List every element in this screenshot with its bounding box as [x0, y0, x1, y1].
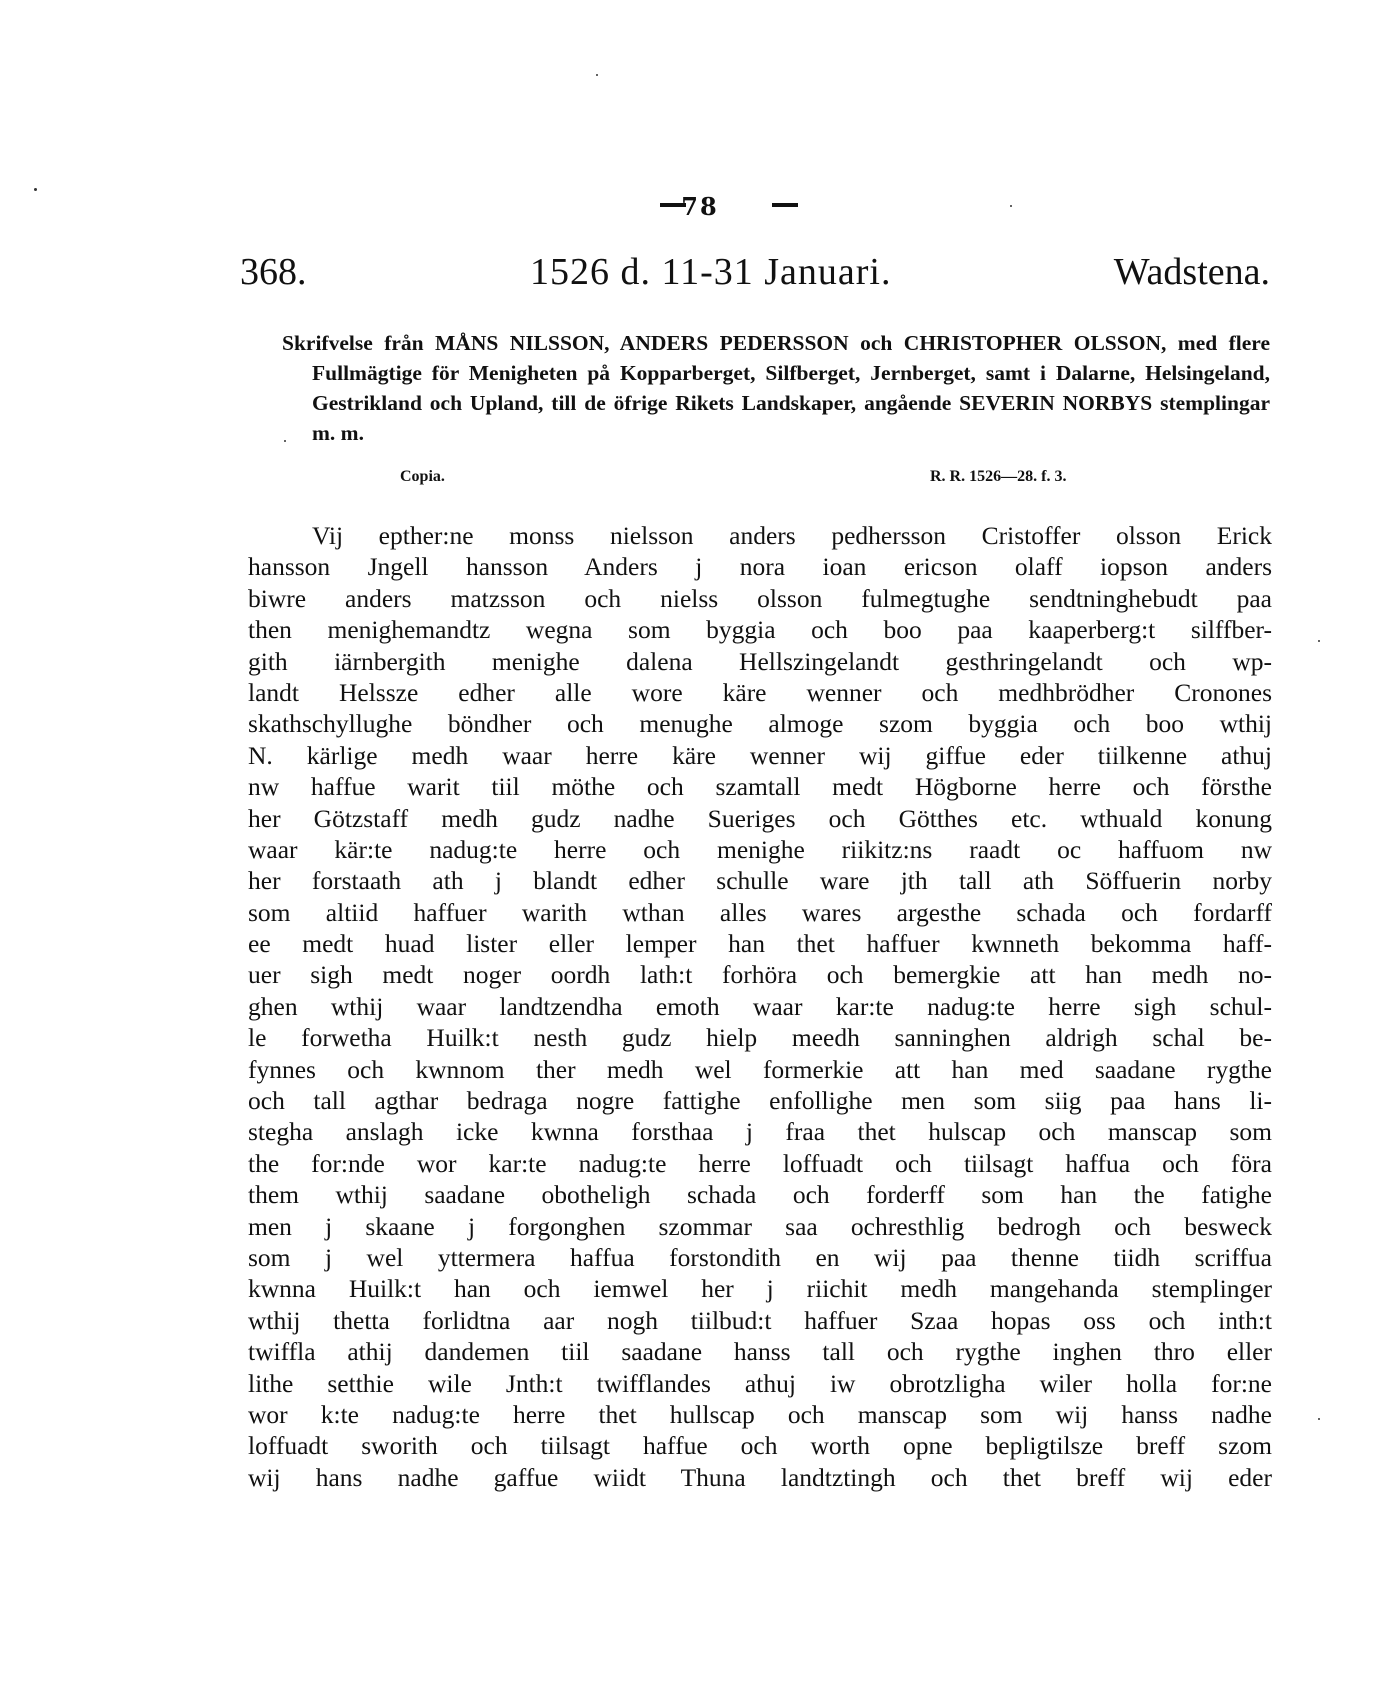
- letter-line: ee medt huad lister eller lemper han thet haffuer kwnneth bekomma haff-: [248, 929, 1272, 959]
- letter-line: biwre anders matzsson och nielss olsson fulmegtughe sendtninghebudt paa: [248, 583, 1272, 613]
- document-header: [240, 250, 1270, 300]
- letter-line: her forstaath ath j blandt edher schulle ware jth tall ath Söffuerin norby: [248, 866, 1272, 896]
- letter-line: landt Helssze edher alle wore käre wenner och medhbrödher Cronones: [248, 677, 1272, 707]
- letter-line: gith iärnbergith menighe dalena Hellszingelandt gesthringelandt och wp-: [248, 646, 1272, 676]
- document-number: 368.: [240, 251, 307, 293]
- print-speck: [34, 188, 37, 191]
- letter-line: le forwetha Huilk:t nesth gudz hielp meedh sanninghen aldrigh schal be-: [248, 1023, 1272, 1053]
- letter-line: then menighemandtz wegna som byggia och boo paa kaaperberg:t silffber-: [248, 615, 1272, 645]
- print-speck: [1318, 640, 1320, 642]
- source-reference: [400, 468, 1200, 498]
- letter-line: fynnes och kwnnom ther medh wel formerkie att han med saadane rygthe: [248, 1054, 1272, 1084]
- print-speck: [1318, 1418, 1320, 1420]
- document-summary: [282, 328, 1270, 448]
- letter-line: som altiid haffuer warith wthan alles wares argesthe schada och fordarff: [248, 897, 1272, 927]
- document-place: Wadstena.: [1113, 251, 1270, 293]
- letter-line: wor k:te nadug:te herre thet hullscap och manscap som wij hanss nadhe: [248, 1399, 1272, 1429]
- letter-line: men j skaane j forgonghen szommar saa ochresthlig bedrogh och besweck: [248, 1211, 1272, 1241]
- page-number: 78: [681, 192, 719, 221]
- letter-line: N. kärlige medh waar herre käre wenner wij giffue eder tiilkenne athuj: [248, 740, 1272, 770]
- letter-line: wij hans nadhe gaffue wiidt Thuna landtztingh och thet breff wij eder: [248, 1462, 1272, 1492]
- archive-reference: R. R. 1526—28. f. 3.: [930, 468, 1067, 485]
- letter-line: Vij epther:ne monss nielsson anders pedhersson Cristoffer olsson Erick: [312, 521, 1272, 550]
- letter-line: som j wel yttermera haffua forstondith en wij paa thenne tiidh scriffua: [248, 1242, 1272, 1272]
- letter-line: wthij thetta forlidtna aar nogh tiilbud:t haffuer Szaa hopas oss och inth:t: [248, 1305, 1272, 1335]
- letter-line: her Götzstaff medh gudz nadhe Sueriges och Götthes etc. wthuald konung: [248, 803, 1272, 833]
- letter-line: och tall agthar bedraga nogre fattighe enfollighe men som siig paa hans li-: [248, 1086, 1272, 1116]
- letter-line: lithe setthie wile Jnth:t twifflandes athuj iw obrotzligha wiler holla for:ne: [248, 1368, 1272, 1398]
- summary-text: Skrifvelse från MÅNS NILSSON, ANDERS PEDERSSON och CHRISTOPHER OLSSON, med flere Fullmägtige för Menigheten på Kopparberget, Silfberget, Jernberget, samt i Dalarne, Helsingeland, Gestrikland och Upland, till de öfrige Rikets Landskaper, angående SEVERIN NORBYS stemplingar m. m.: [282, 331, 1270, 445]
- letter-line: loffuadt sworith och tiilsagt haffue och worth opne bepligtilsze breff szom: [248, 1431, 1272, 1461]
- letter-line: twiffla athij dandemen tiil saadane hanss tall och rygthe inghen thro eller: [248, 1337, 1272, 1367]
- letter-line: the for:nde wor kar:te nadug:te herre loffuadt och tiilsagt haffua och föra: [248, 1148, 1272, 1178]
- letter-line: nw haffue warit tiil möthe och szamtall medt Högborne herre och försthe: [248, 772, 1272, 802]
- letter-line: ghen wthij waar landtzendha emoth waar kar:te nadug:te herre sigh schul-: [248, 991, 1272, 1021]
- print-speck: [596, 74, 598, 76]
- letter-body: [248, 520, 1272, 1493]
- letter-line: stegha anslagh icke kwnna forsthaa j fraa thet hulscap och manscap som: [248, 1117, 1272, 1147]
- document-date: 1526 d. 11-31 Januari.: [530, 251, 892, 293]
- letter-line: them wthij saadane obotheligh schada och forderff som han the fatighe: [248, 1180, 1272, 1210]
- copia-label: Copia.: [400, 468, 445, 485]
- letter-line: uer sigh medt noger oordh lath:t forhöra och bemergkie att han medh no-: [248, 960, 1272, 990]
- letter-line: kwnna Huilk:t han och iemwel her j riichit medh mangehanda stemplinger: [248, 1274, 1272, 1304]
- letter-line: skathschyllughe böndher och menughe almoge szom byggia och boo wthij: [248, 709, 1272, 739]
- letter-line: waar kär:te nadug:te herre och menighe riikitz:ns raadt oc haffuom nw: [248, 834, 1272, 864]
- letter-line: hansson Jngell hansson Anders j nora ioan ericson olaff iopson anders: [248, 552, 1272, 582]
